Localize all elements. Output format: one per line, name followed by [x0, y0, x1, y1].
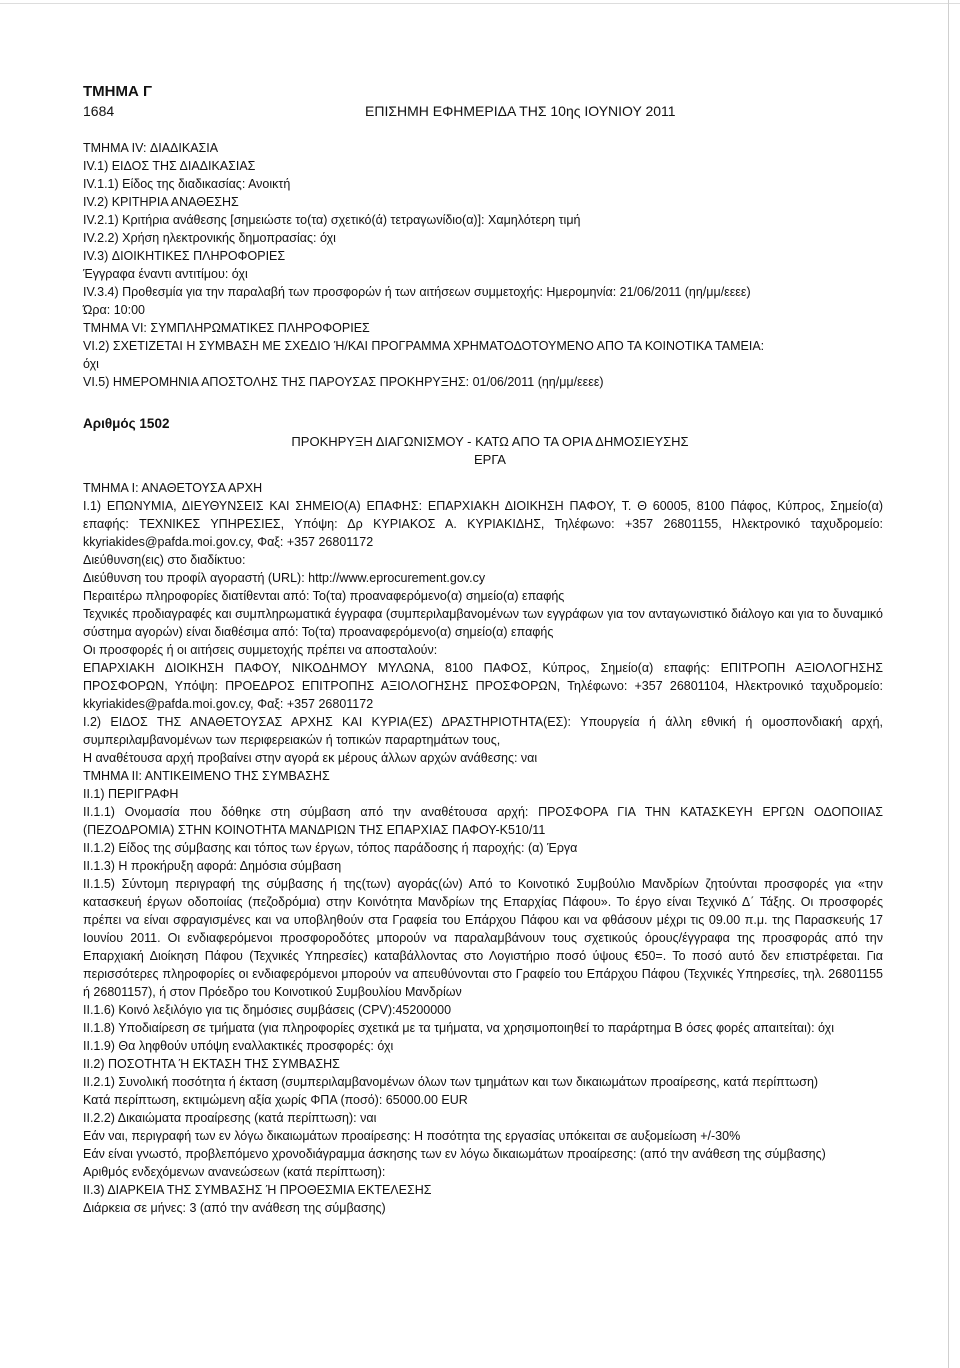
notice-paragraph: Ι.2) ΕΙΔΟΣ ΤΗΣ ΑΝΑΘΕΤΟΥΣΑΣ ΑΡΧΗΣ ΚΑΙ ΚΥΡΙΑ(ΕΣ) ΔΡΑΣΤΗΡΙΟΤΗΤΑ(ΕΣ): Υπουργεία ή άλλη εθνική ή ομοσπονδιακή αρχή, συμπεριλαμβανομένων των περιφερειακών ή τοπικών παραρτημάτων τους,	[83, 715, 883, 747]
scan-top-edge	[0, 3, 960, 4]
notice-number: Αριθμός 1502	[83, 416, 170, 431]
text-line: IV.2) ΚΡΙΤΗΡΙΑ ΑΝΑΘΕΣΗΣ	[83, 195, 239, 209]
notice-paragraph: Διεύθυνση του προφίλ αγοραστή (URL): http://www.eprocurement.gov.cy	[83, 571, 486, 585]
gazette-title: ΕΠΙΣΗΜΗ ΕΦΗΜΕΡΙΔΑ ΤΗΣ 10ης ΙΟΥΝΙΟΥ 2011	[365, 103, 676, 119]
notice-paragraph: ΕΠΑΡΧΙΑΚΗ ΔΙΟΙΚΗΣΗ ΠΑΦΟΥ, ΝΙΚΟΔΗΜΟΥ ΜΥΛΩΝΑ, 8100 ΠΑΦΟΣ, Κύπρος, Σημείο(α) επαφής: ΕΠΙΤΡΟΠΗ ΑΞΙΟΛΟΓΗΣΗΣ ΠΡΟΣΦΟΡΩΝ, Υπόψη: ΠΡΟΕΔΡΟΣ ΕΠΙΤΡΟΠΗΣ ΑΞΙΟΛΟΓΗΣΗΣ ΠΡΟΣΦΟΡΩΝ, Τηλέφωνο: +357 26801104, Ηλεκτρονικό ταχυδρομείο: kkyriakides@pafda.moi.gov.cy, Φαξ: +357 26801172	[83, 661, 883, 711]
notice-paragraph: Η αναθέτουσα αρχή προβαίνει στην αγορά εκ μέρους άλλων αρχών ανάθεσης: ναι	[83, 751, 538, 765]
notice-paragraph: ΙΙ.1.5) Σύντομη περιγραφή της σύμβασης ή της(των) αγοράς(ών) Από το Κοινοτικό Συμβούλιο Μανδρίων ζητούνται προσφορές για «την κατασκευή έργων οδοποιίας (πεζοδρόμια) στην Κοινότητα Μανδρίων της Επαρχίας Πάφου». Το έργο είναι Τεχνικό Δ΄ Τάξης. Οι προσφορές πρέπει να είναι σφραγισμένες και να υποβληθούν στα Γραφεία του Επάρχου Πάφου και να φθάσουν μέχρι τις 09.00 π.μ. της Παρασκευής 17 Ιουνίου 2011. Οι ενδιαφερόμενοι προσφοροδότες μπορούν να παραλαμβάνουν τους σχετικούς όρους/έγγραφα της προσφοράς από την Επαρχιακή Διοίκηση Πάφου (Τεχνικές Υπηρεσίες) καταβάλλοντας στο Λογιστήριο ποσό ύψους €50=. Το ποσό αυτό δεν επιστρέφεται. Για περισσότερες πληροφορίες οι ενδιαφερόμενοι μπορούν να απευθύνονται στο Γραφείο του Επάρχου Πάφου (Τεχνικές Υπηρεσίες, τηλ. 26801155 ή 26801157), ή στον Πρόεδρο του Κοινοτικού Συμβουλίου Μανδρίων	[83, 877, 883, 999]
procedure-section	[83, 139, 883, 391]
text-line: ΤΜΗΜΑ IV: ΔΙΑΔΙΚΑΣΙΑ	[83, 141, 219, 155]
notice-paragraph: Διεύθυνση(εις) στο διαδίκτυο:	[83, 553, 246, 567]
notice-paragraph: ΙΙ.1.8) Υποδιαίρεση σε τμήματα (για πληροφορίες σχετικά με τα τμήματα, να χρησιμοποιηθεί το παράρτημα Β όσες φορές απαιτείται): όχι	[83, 1021, 835, 1035]
notice-paragraph: Ι.1) ΕΠΩΝΥΜΙΑ, ΔΙΕΥΘΥΝΣΕΙΣ ΚΑΙ ΣΗΜΕΙΟ(Α) ΕΠΑΦΗΣ: ΕΠΑΡΧΙΑΚΗ ΔΙΟΙΚΗΣΗ ΠΑΦΟΥ, Τ. Θ 60005, 8100 Πάφος, Κύπρος, Σημείο(α) επαφής: ΤΕΧΝΙΚΕΣ ΥΠΗΡΕΣΙΕΣ, Υπόψη: Δρ ΚΥΡΙΑΚΟΣ Α. ΚΥΡΙΑΚΙΔΗΣ, Τηλέφωνο: +357 26801155, Ηλεκτρονικό ταχυδρομείο: kkyriakides@pafda.moi.gov.cy, Φαξ: +357 26801172	[83, 499, 883, 549]
text-line: ΤΜΗΜΑ VI: ΣΥΜΠΛΗΡΩΜΑΤΙΚΕΣ ΠΛΗΡΟΦΟΡΙΕΣ	[83, 321, 370, 335]
text-line: Ώρα: 10:00	[83, 303, 145, 317]
notice-paragraph: ΙΙ.2) ΠΟΣΟΤΗΤΑ Ή ΕΚΤΑΣΗ ΤΗΣ ΣΥΜΒΑΣΗΣ	[83, 1057, 340, 1071]
text-line: IV.3) ΔΙΟΙΚΗΤΙΚΕΣ ΠΛΗΡΟΦΟΡΙΕΣ	[83, 249, 286, 263]
notice-paragraph: ΙΙ.1.9) Θα ληφθούν υπόψη εναλλακτικές προσφορές: όχι	[83, 1039, 394, 1053]
notice-paragraph: Τεχνικές προδιαγραφές και συμπληρωματικά έγγραφα (συμπεριλαμβανομένων των εγγράφων για τον ανταγωνιστικό διάλογο και για το δυναμικό σύστημα αγορών) είναι διαθέσιμα από: Το(τα) προαναφερόμενο(α) σημείο(α) επαφής	[83, 607, 883, 639]
notice-title-line: ΠΡΟΚΗΡΥΞΗ ΔΙΑΓΩΝΙΣΜΟΥ - ΚΑΤΩ ΑΠΟ ΤΑ ΟΡΙΑ ΔΗΜΟΣΙΕΥΣΗΣ	[291, 434, 689, 449]
notice-title	[255, 433, 725, 469]
notice-paragraph: ΙΙ.1.2) Είδος της σύμβασης και τόπος των έργων, τόπος παράδοσης ή παροχής: (α) Έργα	[83, 841, 578, 855]
notice-paragraph: Αριθμός ενδεχόμενων ανανεώσεων (κατά περίπτωση):	[83, 1165, 386, 1179]
notice-paragraph: Διάρκεια σε μήνες: 3 (από την ανάθεση της σύμβασης)	[83, 1201, 386, 1215]
page-number: 1684	[83, 103, 115, 119]
notice-paragraph: ΙΙ.3) ΔΙΑΡΚΕΙΑ ΤΗΣ ΣΥΜΒΑΣΗΣ Ή ΠΡΟΘΕΣΜΙΑ ΕΚΤΕΛΕΣΗΣ	[83, 1183, 432, 1197]
text-line: IV.1.1) Είδος της διαδικασίας: Ανοικτή	[83, 177, 291, 191]
text-line: IV.2.1) Κριτήρια ανάθεσης [σημειώστε το(τα) σχετικό(ά) τετραγωνίδιο(α)]: Χαμηλότερη τιμή	[83, 213, 581, 227]
notice-paragraph: ΤΜΗΜΑ Ι: ΑΝΑΘΕΤΟΥΣΑ ΑΡΧΗ	[83, 481, 263, 495]
text-line: όχι	[83, 357, 99, 371]
notice-paragraph: ΤΜΗΜΑ ΙΙ: ΑΝΤΙΚΕΙΜΕΝΟ ΤΗΣ ΣΥΜΒΑΣΗΣ	[83, 769, 330, 783]
text-line: VI.2) ΣΧΕΤΙΖΕΤΑΙ Η ΣΥΜΒΑΣΗ ΜΕ ΣΧΕΔΙΟ Ή/ΚΑΙ ΠΡΟΓΡΑΜΜΑ ΧΡΗΜΑΤΟΔΟΤΟΥΜΕΝΟ ΑΠΟ ΤΑ ΚΟΙΝΟΤΙΚΑ ΤΑΜΕΙΑ:	[83, 339, 765, 353]
text-line: VI.5) ΗΜΕΡΟΜΗΝΙΑ ΑΠΟΣΤΟΛΗΣ ΤΗΣ ΠΑΡΟΥΣΑΣ ΠΡΟΚΗΡΥΞΗΣ: 01/06/2011 (ηη/μμ/εεεε)	[83, 375, 604, 389]
notice-title-line: ΕΡΓΑ	[474, 452, 506, 467]
notice-paragraph: ΙΙ.2.2) Δικαιώματα προαίρεσης (κατά περίπτωση): ναι	[83, 1111, 377, 1125]
notice-paragraph: ΙΙ.2.1) Συνολική ποσότητα ή έκταση (συμπεριλαμβανομένων όλων των τμημάτων και των δικαιωμάτων προαίρεσης, κατά περίπτωση)	[83, 1075, 819, 1089]
text-line: IV.3.4) Προθεσμία για την παραλαβή των προσφορών ή των αιτήσεων συμμετοχής: Ημερομηνία: 21/06/2011 (ηη/μμ/εεεε)	[83, 285, 751, 299]
notice-paragraph: ΙΙ.1.6) Κοινό λεξιλόγιο για τις δημόσιες συμβάσεις (CPV):45200000	[83, 1003, 452, 1017]
text-line: Έγγραφα έναντι αντιτίμου: όχι	[83, 267, 248, 281]
notice-body	[83, 479, 883, 1217]
notice-paragraph: Εάν είναι γνωστό, προβλεπόμενο χρονοδιάγραμμα άσκησης των εν λόγω δικαιωμάτων προαίρεσης: (από την ανάθεση της σύμβασης)	[83, 1147, 826, 1161]
text-line: IV.2.2) Χρήση ηλεκτρονικής δημοπρασίας: όχι	[83, 231, 336, 245]
text-line: IV.1) ΕΙΔΟΣ ΤΗΣ ΔΙΑΔΙΚΑΣΙΑΣ	[83, 159, 256, 173]
notice-paragraph: Εάν ναι, περιγραφή των εν λόγω δικαιωμάτων προαίρεσης: Η ποσότητα της εργασίας υπόκειται σε αυξομείωση +/-30%	[83, 1129, 741, 1143]
notice-paragraph: ΙΙ.1) ΠΕΡΙΓΡΑΦΗ	[83, 787, 179, 801]
scan-right-edge	[948, 0, 949, 1368]
notice-paragraph: Περαιτέρω πληροφορίες διατίθενται από: Το(τα) προαναφερόμενο(α) σημείο(α) επαφής	[83, 589, 565, 603]
notice-paragraph: ΙΙ.1.3) Η προκήρυξη αφορά: Δημόσια σύμβαση	[83, 859, 342, 873]
notice-paragraph: Κατά περίπτωση, εκτιμώμενη αξία χωρίς ΦΠΑ (ποσό): 65000.00 EUR	[83, 1093, 468, 1107]
section-title: ΤΜΗΜΑ Γ	[83, 83, 153, 100]
notice-paragraph: Οι προσφορές ή οι αιτήσεις συμμετοχής πρέπει να αποσταλούν:	[83, 643, 438, 657]
notice-paragraph: ΙΙ.1.1) Ονομασία που δόθηκε στη σύμβαση από την αναθέτουσα αρχή: ΠΡΟΣΦΟΡΑ ΓΙΑ ΤΗΝ ΚΑΤΑΣΚΕΥΗ ΕΡΓΩΝ ΟΔΟΠΟΙΙΑΣ (ΠΕΖΟΔΡΟΜΙΑ) ΣΤΗΝ ΚΟΙΝΟΤΗΤΑ ΜΑΝΔΡΙΩΝ ΤΗΣ ΕΠΑΡΧΙΑΣ ΠΑΦΟΥ-Κ510/11	[83, 805, 883, 837]
